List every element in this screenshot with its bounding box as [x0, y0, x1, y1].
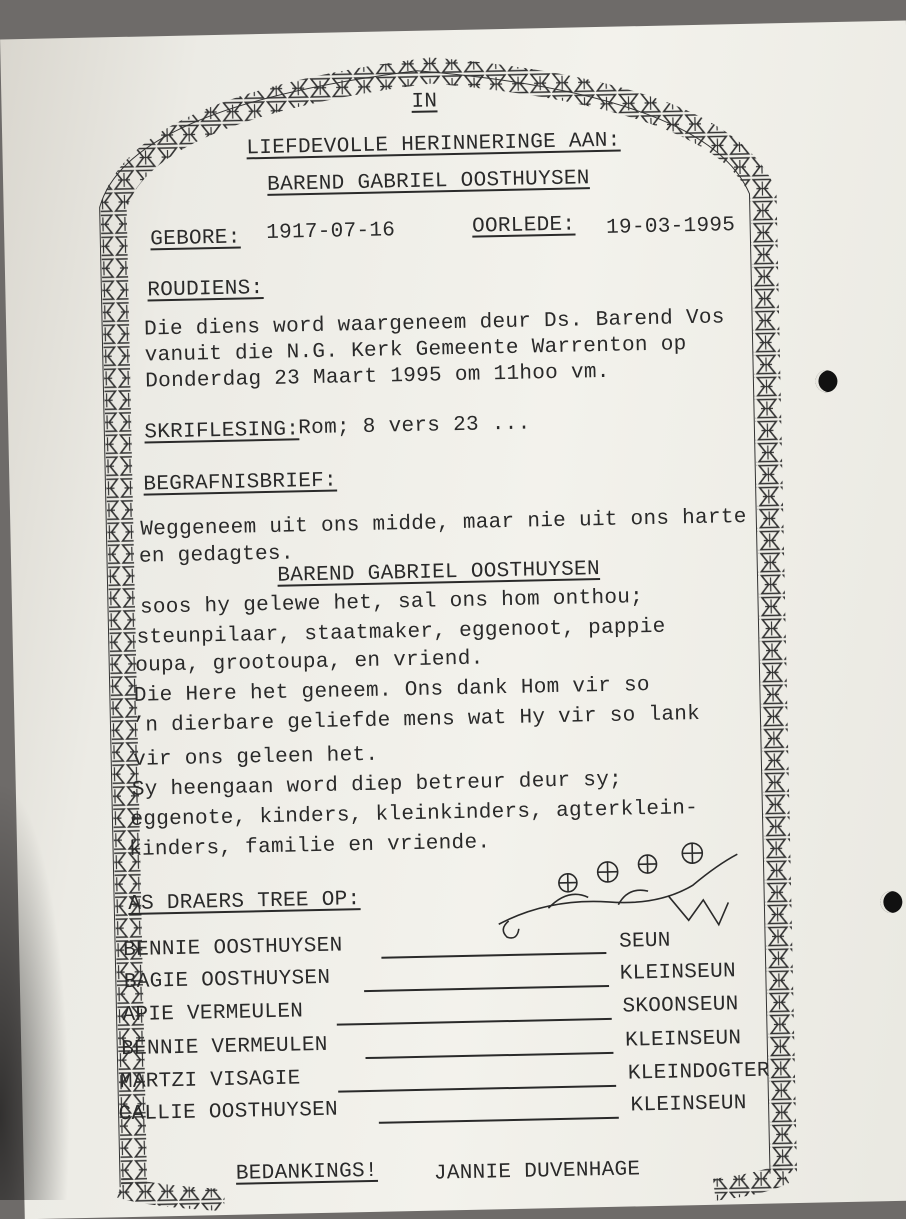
letter-line: vir ons geleen het. [132, 743, 379, 772]
service-line: vanuit die N.G. Kerk Gemeente Warrenton op [144, 333, 687, 368]
bearer-name: BAGIE OOSTHUYSEN [123, 966, 331, 995]
bearer-name: MARTZI VISAGIE [119, 1067, 301, 1095]
flower-spray-illustration-icon [487, 824, 759, 945]
bearer-role: KLEINSEUN [630, 1092, 747, 1118]
letter-line: Sy heengaan word diep betreur deur sy; [131, 768, 623, 802]
memorial-card [0, 21, 906, 1219]
hand-shadow [0, 780, 70, 1200]
letter-line: ’n dierbare geliefde mens wat Hy vir so lank [132, 702, 701, 738]
letter-line: kinders, familie en vriende. [128, 831, 491, 862]
bearer-role: KLEINSEUN [624, 1027, 742, 1053]
thanks-text: JANNIE DUVENHAGE [433, 1158, 641, 1186]
header-in: IN [411, 90, 438, 114]
bearer-role: SEUN [618, 929, 671, 954]
letter-intro-line: en gedagtes. [138, 542, 295, 569]
service-heading: ROUDIENS: [147, 277, 264, 303]
header-dedication: LIEFDEVOLLE HERINNERINGE AAN: [246, 129, 621, 161]
letter-name: BAREND GABRIEL OOSTHUYSEN [277, 558, 601, 588]
letter-line: soos hy gelewe het, sal ons hom onthou; [139, 586, 644, 620]
bearer-name: BENNIE OOSTHUYSEN [122, 934, 343, 963]
died-date: 19-03-1995 [605, 214, 736, 240]
reading-text: Rom; 8 vers 23 ... [298, 412, 531, 441]
bearer-role: KLEINDOGTER [627, 1059, 771, 1086]
service-line: Donderdag 23 Maart 1995 om 11hoo vm. [145, 360, 610, 394]
reading-heading: SKRIFLESING: [144, 418, 300, 445]
letter-line: Die Here het geneem. Ons dank Hom vir so [133, 674, 651, 708]
thanks-heading: BEDANKINGS! [235, 1159, 379, 1186]
letter-line: eggenote, kinders, kleinkinders, agterklein- [130, 797, 699, 832]
died-label: OORLEDE: [471, 213, 576, 239]
bearer-role: KLEINSEUN [619, 960, 737, 986]
bearer-role: SKOONSEUN [622, 993, 739, 1019]
born-label: GEBORE: [150, 226, 241, 252]
letter-line: steunpilaar, staatmaker, eggenoot, pappie [136, 615, 666, 650]
service-line: Die diens word waargeneem deur Ds. Barend Vos [143, 306, 725, 342]
bearers-heading: AS DRAERS TREE OP: [128, 888, 361, 916]
letter-intro-line: Weggeneem uit ons midde, maar nie uit ons harte [140, 505, 747, 542]
born-date: 1917-07-16 [265, 219, 396, 245]
bearer-name: APIE VERMEULEN [122, 1000, 304, 1028]
letter-line: oupa, grootoupa, en vriend. [135, 647, 484, 678]
letter-heading: BEGRAFNISBRIEF: [143, 469, 338, 497]
header-name: BAREND GABRIEL OOSTHUYSEN [266, 167, 590, 197]
bearer-name: BENNIE VERMEULEN [121, 1033, 328, 1062]
bearer-name: CALLIE OOSTHUYSEN [118, 1098, 339, 1127]
